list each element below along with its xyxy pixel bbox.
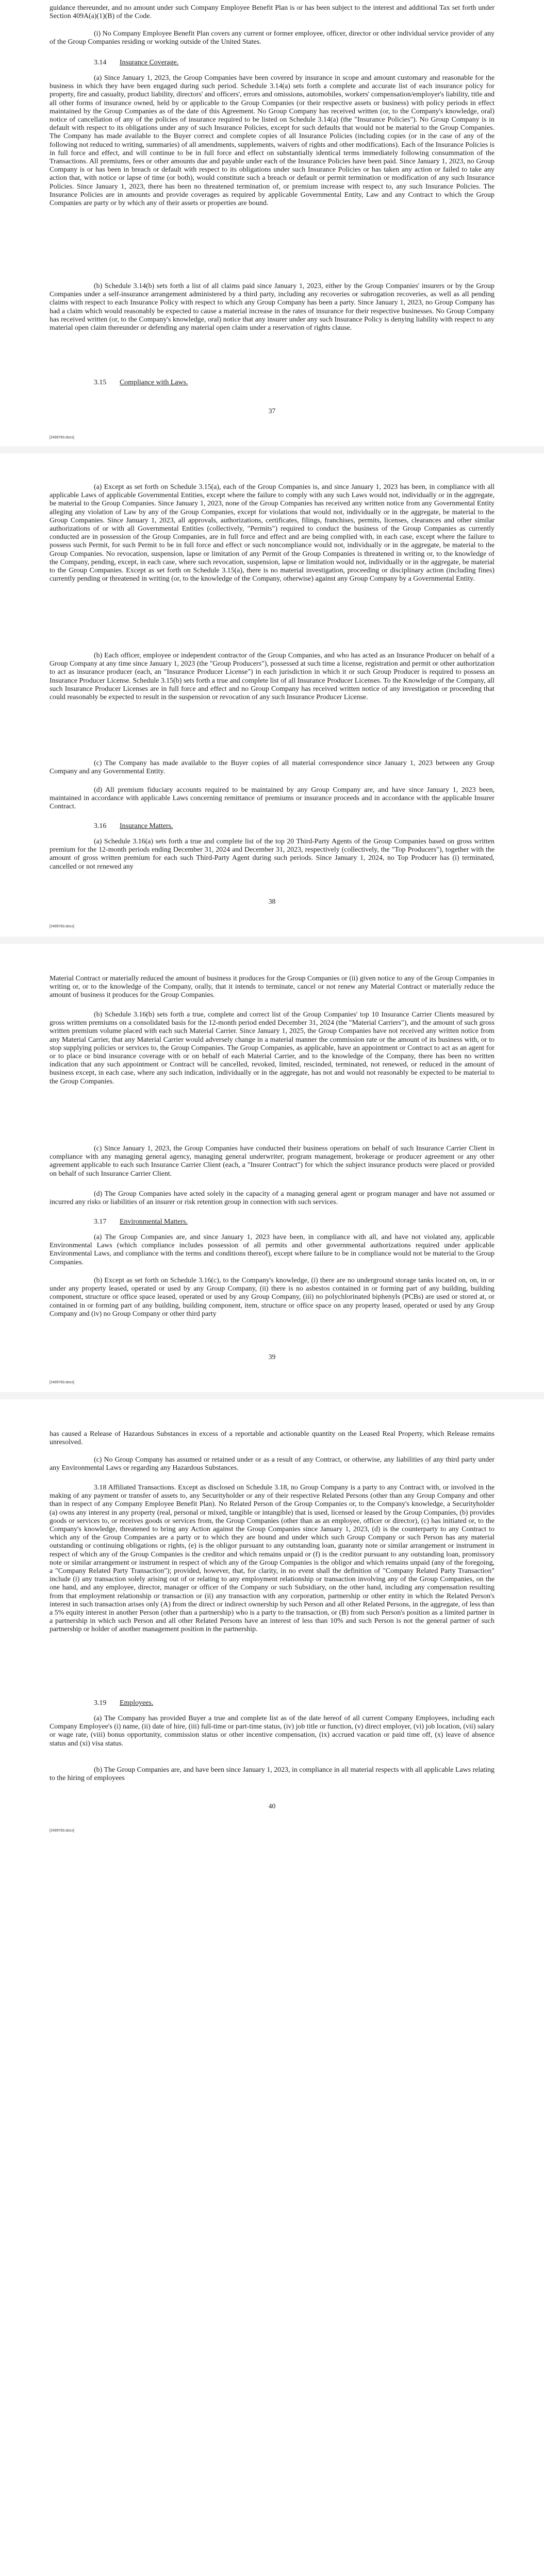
paragraph: (b) Each officer, employee or independent contractor of the Group Companies, and who has acted as an Insurance Producer on behalf of a Group Company at any time since January 1, 2023 (the "Group Producers"), possessed at such time a license, registration and permit or other authorization to act as insurance producer (each, an "Insurance Producer License") in each jurisdiction in which it or such Group Producer is required to possess an Insurance Producer License. Schedule 3.15(b) sets forth a true and complete list of all Insurance Producer Licenses. To the Knowledge of the Company, all such Insurance Producer Licenses are in full force and effect and no Group Company has received written notice of any investigation or proceeding that could reasonably be expected to result in the suspension or revocation of any such Insurance Producer License. (50, 652, 494, 702)
paragraph: (c) Since January 1, 2023, the Group Companies have conducted their business operations on behalf of such Insurance Carrier Client in compliance with any managing general agency, managing general underwriter, program management, brokerage or producer agreement or any other agreement applicable to each such Insurance Carrier Client (each, a "Insurer Contract") for which the subject insurance products were placed or provided on behalf of such Insurance Carrier Client. (50, 1145, 494, 1178)
page-number: 37 (268, 407, 276, 415)
page-separator (0, 937, 544, 944)
paragraph: (d) All premium fiduciary accounts required to be maintained by any Group Company are, and have since January 1, 2023 been, maintained in accordance with applicable Laws concerning remittance of premiums or insurance proceeds and in accordance with the applicable Insurer Contract. (50, 786, 494, 811)
paragraph: (b) The Group Companies are, and have been since January 1, 2023, in compliance in all material respects with all applicable Laws relating to the hiring of employees (50, 1766, 494, 1783)
page-number: 40 (268, 1802, 276, 1810)
paragraph: has caused a Release of Hazardous Substances in excess of a reportable and actionable quantity on the Leased Real Property, which Release remains unresolved. (50, 1430, 494, 1447)
paragraph: (a) Schedule 3.16(a) sets forth a true and complete list of the top 20 Third-Party Agents of the Group Companies based on gross written premium for the 12-month periods ending December 31, 2024 and December 31, 2023, respectively (collectively, the "Top Producers"), together with the amount of gross written premium for each such Third-Party Agent during such periods. Since January 1, 2024, no Top Producer has (i) terminated, cancelled or not renewed any (50, 838, 494, 871)
footer-tag: [2499783.docx] (50, 436, 74, 439)
paragraph: 3.18 Affiliated Transactions. Except as disclosed on Schedule 3.18, no Group Company is a party to any Contract with, or involved in the making of any payment or transfer of assets to, any Securityholder or any of their respective Related Persons (other than any Group Company and other than in respect of any Company Employee Benefit Plan). No Related Person of the Group Companies or, to the Company's knowledge, a Securityholder (a) owns any interest in any property (real, personal or mixed, tangible or intangible) that is used, licensed or leased by the Group Companies, (b) provides goods or services to, or receives goods or services from, the Group Companies (other than as an employee, officer or director), (c) has initiated or, to the Company's knowledge, threatened to bring any Action against the Group Companies since January 1, 2023, (d) is the counterparty to any Contract to which any of the Group Companies are a party or to which they are bound and under which such Group Company or such Person has any material outstanding or continuing obligations or rights, (e) is the obligor pursuant to any outstanding loan, guaranty note or similar arrangement or instrument in respect of which any of the Group Companies is the creditor and which remains unpaid or (f) is the creditor pursuant to any outstanding loan, promissory note or similar arrangement or instrument in respect of which any of the Group Companies is the obligor and which remains unpaid (any of the foregoing, a "Company Related Party Transaction"); provided, however, that, for clarity, in no event shall the definition of "Company Related Party Transaction" include (i) any transaction solely arising out of or relating to any employment relationship or transaction involving any of the Group Companies, on the one hand, and any employee, director, manager or officer of the Company or such Subsidiary, on the other hand, including any compensation resulting from that employment relationship or transaction or (ii) any transaction with any corporation, partnership or other entity in which the Related Person's interest in such transaction arises only (A) from the direct or indirect ownership by such Person and all other Related Persons, in the aggregate, of less than a 5% equity interest in another Person (other than a partnership) who is a party to the transaction, or (B) from such Person's position as a limited partner in a partnership in which such Person and all other Related Persons have an interest of less than 10% and such Person is not the general partner of such partnership or holder of another management position in the partnership. (50, 1484, 494, 1634)
section-heading: 3.14 Insurance Coverage. (94, 59, 179, 66)
page-number: 38 (268, 897, 276, 905)
section-heading: 3.17 Environmental Matters. (94, 1218, 188, 1226)
footer-tag: [2499783.docx] (50, 925, 74, 928)
paragraph: (a) The Company has provided Buyer a true and complete list as of the date hereof of all current Company Employees, including each Company Employee's (i) name, (ii) date of hire, (iii) full-time or part-time status, (iv) job title or function, (v) direct employer, (vi) job location, (vii) salary or wage rate, (viii) bonus opportunity, commission status or other incentive compensation, (ix) accrued vacation or paid time off, (x) leave of absence status and (xi) visa status. (50, 1715, 494, 1748)
page-number: 39 (268, 1353, 276, 1361)
section-heading: 3.19 Employees. (94, 1699, 154, 1707)
paragraph: (i) No Company Employee Benefit Plan covers any current or former employee, officer, director or other individual service provider of any of the Group Companies residing or working outside of the United States. (50, 30, 494, 46)
paragraph: (b) Schedule 3.14(b) sets forth a list of all claims paid since January 1, 2023, either by the Group Companies' insurers or by the Group Companies under a self-insurance arrangement administered by a third party, including any recoveries or subrogation recoveries, as well as all pending claims with respect to each Insurance Policy with respect to which any Group Company has been a party. Since January 1, 2023, no Group Company has had a claim which would reasonably be expected to cause a material increase in the rates of insurance for their respective businesses. No Group Company has received written (or, to the Company's knowledge, oral) notice that any insurer under any such Insurance Policy is denying liability with respect to any material open claim thereunder or defending any material open claim under a reservation of rights clause. (50, 282, 494, 332)
footer-tag: [2499783.docx] (50, 1829, 74, 1833)
footer-tag: [2499783.docx] (50, 1381, 74, 1384)
paragraph: (a) The Group Companies are, and since January 1, 2023 have been, in compliance with all, and have not violated any, applicable Environmental Laws (which compliance includes possession of all permits and other governmental authorizations required under applicable Environmental Laws, and compliance with the terms and conditions thereof), except where failure to be in compliance would not be material to the Group Companies. (50, 1233, 494, 1266)
paragraph: Material Contract or materially reduced the amount of business it produces for the Group Companies or (ii) given notice to any of the Group Companies in writing or, or to the knowledge of the Company, orally, that it intends to terminate, cancel or not renew any Material Contract or materially reduce the amount of business it produces for the Group Companies. (50, 975, 494, 999)
paragraph: guidance thereunder, and no amount under such Company Employee Benefit Plan is or has been subject to the interest and additional Tax set forth under Section 409A(a)(1)(B) of the Code. (50, 4, 494, 21)
paragraph: (b) Schedule 3.16(b) sets forth a true, complete and correct list of the Group Companies' top 10 Insurance Carrier Clients measured by gross written premiums on a consolidated basis for the 12-month period ended December 31, 2024 (the "Material Carriers"), and the amount of such gross written premium volume placed with each such Material Carrier. Since January 1, 2025, the Group Companies have not received any written notice from any Material Carrier, that any Material Carrier would adversely change in a material manner the commission rate or the amount of its business with, or to stop supplying policies or services to, the Group Companies. The Group Companies, as applicable, have an appointment or Contract to act as an agent for or to place or bind insurance coverage with or on behalf of each Material Carrier, and to the knowledge of the Company, there has been no written indication that any such appointment or Contract will be cancelled, revoked, limited, rescinded, terminated, not renewed, or reduced in the amount of business except, in each case, where any such indication, individually or in the aggregate, has not and would not reasonably be expected to be material to the Group Companies. (50, 1011, 494, 1086)
paragraph: (a) Except as set forth on Schedule 3.15(a), each of the Group Companies is, and since January 1, 2023 has been, in compliance with all applicable Laws of applicable Governmental Entities, except where the failure to comply with any such Laws would not, individually or in the aggregate, be material to the Group Companies. Since January 1, 2023, none of the Group Companies has received any written notice from any Governmental Entity alleging any violation of Law by any of the Group Companies, except for violations that would not, individually or in the aggregate, be material to the Group Companies. Since January 1, 2023, all approvals, authorizations, certificates, filings, franchises, permits, licenses, clearances and other similar authorizations of or with all Governmental Entities (collectively, "Permits") required to conduct the business of the Group Companies as currently conducted are in possession of the Group Companies, are in full force and effect and are being complied with, in each case, except where the failure to possess such Permit, for such Permit to be in full force and effect or such noncompliance would not, individually or in the aggregate, be material to the Group Companies. No revocation, suspension, lapse or limitation of any Permit of the Group Companies is threatened in writing or, to the knowledge of the Company, pending, except, in each case, where such revocation, suspension, lapse or limitation would not, individually or in the aggregate, be material to the Group Companies. Except as set forth on Schedule 3.15(a), there is no material investigation, proceeding or disciplinary action (including fines) currently pending or threatened in writing (or, to the knowledge of the Company, otherwise) against any Group Company by a Governmental Entity. (50, 483, 494, 583)
paragraph: (d) The Group Companies have acted solely in the capacity of a managing general agent or program manager and have not assumed or incurred any risks or liabilities of an insurer or risk retention group in connection with such services. (50, 1190, 494, 1207)
paragraph: (c) No Group Company has assumed or retained under or as a result of any Contract, or otherwise, any liabilities of any third party under any Environmental Laws or regarding any Hazardous Substances. (50, 1456, 494, 1472)
section-heading: 3.16 Insurance Matters. (94, 822, 173, 830)
section-heading: 3.15 Compliance with Laws. (94, 379, 188, 386)
page-separator (0, 446, 544, 453)
paragraph: (c) The Company has made available to the Buyer copies of all material correspondence since January 1, 2023 between any Group Company and any Governmental Entity. (50, 759, 494, 776)
paragraph: (b) Except as set forth on Schedule 3.16(c), to the Company's knowledge, (i) there are no underground storage tanks located on, on, in or under any property leased, operated or used by any Group Company, (ii) there is no asbestos contained in or forming part of any building, building component, structure or office space leased, operated or used by any Group Company, (iii) no polychlorinated biphenyls (PCBs) are used or stored at, or contained in or forming part of any building, building component, item, structure or office space on any property leased, operated or used by any Group Company and (iv) no Group Company or other third party (50, 1277, 494, 1318)
paragraph: (a) Since January 1, 2023, the Group Companies have been covered by insurance in scope and amount customary and reasonable for the business in which they have been engaged during such period. Schedule 3.14(a) sets forth a complete and accurate list of each insurance policy for property, fire and casualty, product liability, directors' and officers', errors and omissions, automobiles, workers' compensation/employer's liability, title and all other forms of insurance owned, held by or applicable to the Group Companies (or their respective assets or business) with policy periods in effect maintained by the Group Companies as of the date of this Agreement. No Group Company has received written (or, to the Company's knowledge, oral) notice of cancellation of any of the policies of insurance required to be listed on Schedule 3.14(a) (the "Insurance Policies"). No Group Company is in default with respect to its obligations under any of such Insurance Policies, except for such defaults that would not be material to the Group Companies. The Company has made available to the Buyer correct and complete copies of all Insurance Policies (including copies (or in the case of any of the following not reduced to writing, summaries) of all amendments, supplements, waivers of rights and other modifications). Each of the Insurance Policies is in full force and effect, and will continue to be in full force and effect on substantially identical terms immediately following consummation of the Transactions. All premiums, fees or other amounts due and payable under each of the Insurance Policies have been paid. Since January 1, 2023, no Group Company is or has been in breach or default with respect to its obligations under such Insurance Policies or has taken any action or failed to take any action that, with notice or lapse of time (or both), would constitute such a breach or default or permit termination or modification of any such Insurance Policies. Since January 1, 2023, there has been no threatened termination of, or premium increase with respect to, any such Insurance Policies. The Insurance Policies are in amounts and provide coverages as required by applicable Governmental Entity, Law and any Contract to which the Group Companies are party or by which any of their assets or properties are bound. (50, 74, 494, 208)
page-separator (0, 1392, 544, 1399)
